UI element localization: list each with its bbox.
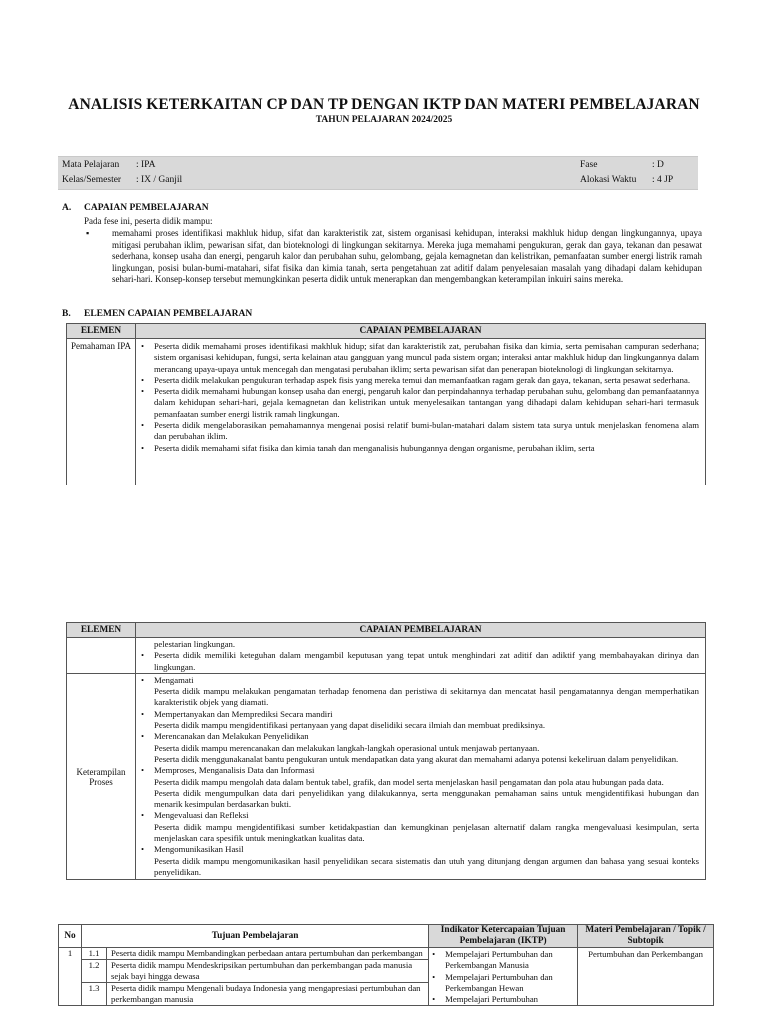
elemen-pemahaman: Pemahaman IPA [67, 339, 136, 486]
tp-no: 1 [59, 948, 82, 1006]
page-title: ANALISIS KETERKAITAN CP DAN TP DENGAN IKTP DAN MATERI PEMBELAJARAN [68, 96, 700, 113]
list-item: • Mempelajari Pertumbuhan [445, 994, 571, 1005]
keterampilan-list [136, 675, 705, 878]
section-a-letter: A. [62, 203, 72, 213]
pemahaman-list [136, 341, 705, 454]
col-elemen-header-2: ELEMEN [67, 623, 136, 638]
list-item: • Mempelajari Pertumbuhan dan Perkembangan Hewan [445, 972, 571, 995]
list-item: • Mengevaluasi dan Refleksi Peserta didik mampu mengidentifikasi sumber ketidakpastian dan kemungkinan penjelasan alternatif dalam rangka mengevaluasi kesimpulan, serta menjelaskan cara spesifik untuk meningkatkan kualitas data. [154, 810, 699, 844]
col-iktp-header: Indikator Ketercapaian Tujuan Pembelajaran (IKTP) [429, 925, 578, 948]
cp-table-page1 [66, 323, 706, 485]
tp-text: Peserta didik mampu Membandingkan perbedaan antara pertumbuhan dan perkembangan [107, 948, 429, 960]
fase-value: : D [652, 160, 664, 170]
col-materi-header: Materi Pembelajaran / Topik / Subtopik [578, 925, 714, 948]
elemen-keterampilan: Keterampilan Proses [67, 673, 136, 879]
mapel-value: : IPA [136, 160, 156, 170]
cp-table-page2 [66, 622, 706, 880]
cp-table-page2-wrap [66, 622, 706, 880]
section-a-title: CAPAIAN PEMBELAJARAN [84, 203, 209, 213]
list-item: • Peserta didik mengelaborasikan pemahamannya mengenai posisi relatif bumi-bulan-matahari dalam sistem tata surya untuk menjelaskan fenomena alam dan perubahan iklim. [154, 420, 699, 443]
list-item: • Memproses, Menganalisis Data dan Informasi Peserta didik mampu mengolah data dalam bentuk tabel, grafik, dan model serta menjelaskan hasil pengamatan dan pola atau hubungan pada data. Peserta didik mengumpulkan data dari penyelidikan yang dilakukannya, serta menggunakan pemahaman sains untuk mengidentifikasi hubungan dan menarik kesimpulan berdasarkan bukti. [154, 765, 699, 810]
section-a-bullet-mark: ▪ [86, 228, 90, 238]
tp-table [58, 924, 714, 1006]
tp-table-wrap [58, 924, 714, 1022]
section-a-bullet: memahami proses identifikasi makhluk hidup, sifat dan karakteristik zat, sistem organisasi kehidupan, interaksi makhluk hidup dengan lingkungannya, upaya mitigasi perubahan iklim, pewarisan sifat, dan bioteknologi di lingkungan sekitarnya. Mereka juga memahami pengukuran, gerak dan gaya, tekanan dan pesawat sederhana, konsep usaha dan energi, pengaruh kalor dan perubahan suhu, gelombang, gejala kemagnetan dan kelistrikan, pemanfaatan sumber energi listrik ramah lingkungan, posisi bulan-bumi-matahari, sifat fisika dan kimia tanah, serta pengetahuan zat aditif dalam penyelesaian masalah yang dihadapi dalam kehidupan sehari-hari. Konsep-konsep tersebut memungkinkan peserta didik untuk menerapkan dan mengembangkan keterampilan inkuiri sains mereka. [112, 228, 702, 284]
kelas-label: Kelas/Semester [62, 175, 122, 185]
tp-text: Peserta didik mampu Mendeskripsikan pertumbuhan dan perkembangan pada manusia sejak bayi hingga dewasa [107, 960, 429, 983]
cont-list [136, 650, 705, 673]
list-item: • Peserta didik memiliki keteguhan dalam mengambil keputusan yang tepat untuk menghindari zat aditif dan adiktif yang membahayakan dirinya dan lingkungan. [154, 650, 699, 673]
fase-label: Fase [580, 160, 598, 170]
mapel-label: Mata Pelajaran [62, 160, 120, 170]
iktp-list [429, 949, 577, 1005]
section-a-intro: Pada fese ini, peserta didik mampu: [84, 216, 213, 226]
section-b-letter: B. [62, 309, 71, 319]
info-bar [58, 156, 698, 190]
list-item: • Mempertanyakan dan Memprediksi Secara mandiri Peserta didik mampu mengidentifikasi pertanyaan yang dapat diselidiki secara ilmiah dan membuat prediksinya. [154, 709, 699, 732]
kelas-value: : IX / Ganjil [136, 175, 183, 185]
alokasi-value: : 4 JP [652, 175, 674, 185]
cont-text: pelestarian lingkungan. [154, 639, 236, 649]
col-elemen-header: ELEMEN [67, 324, 136, 339]
list-item: • Peserta didik memahami hubungan konsep usaha dan energi, pengaruh kalor dan perpindahannya terhadap perubahan suhu, gelombang dan pemanfaatannya dalam kehidupan sehari-hari, gejala kemagnetan dan kelistrikan untuk menyelesaikan tantangan yang dihadapi dalam kehidupan sehari-hari termasuk pemanfaatan sumber energi listrik ramah lingkungan. [154, 386, 699, 420]
cp-table-page1-wrap [66, 323, 706, 485]
col-no-header: No [59, 925, 82, 948]
list-item: • Merencanakan dan Melakukan Penyelidikan Peserta didik mampu merencanakan dan melakukan langkah-langkah operasional untuk menjawab pertanyaan. Peserta didik menggunakanalat bantu pengukuran untuk mendapatkan data yang akurat dan memahami adanya potensi kekeliruan dalam penyelidikan. [154, 731, 699, 765]
list-item: • Mengamati Peserta didik mampu melakukan pengamatan terhadap fenomena dan peristiwa di sekitarnya dan mencatat hasil pengamatannya dengan memperhatikan karakteristik objek yang diamati. [154, 675, 699, 709]
page-subtitle: TAHUN PELAJARAN 2024/2025 [315, 115, 453, 125]
col-cp-header: CAPAIAN PEMBELAJARAN [136, 324, 706, 339]
list-item: • Mengomunikasikan Hasil Peserta didik mampu mengomunikasikan hasil penyelidikan secara sistematis dan utuh yang ditunjang dengan argumen dan bahasa yang sesuai konteks penyelidikan. [154, 844, 699, 878]
tp-num: 1.1 [82, 948, 107, 960]
col-tp-header: Tujuan Pembelajaran [82, 925, 429, 948]
col-cp-header-2: CAPAIAN PEMBELAJARAN [136, 623, 706, 638]
list-item: • Peserta didik melakukan pengukuran terhadap aspek fisis yang mereka temui dan memanfaatkan ragam gerak dan gaya, tekanan, serta pesawat sederhana. [154, 375, 699, 386]
materi-cell: Pertumbuhan dan Perkembangan [578, 948, 714, 1006]
tp-num: 1.2 [82, 960, 107, 983]
section-b-title: ELEMEN CAPAIAN PEMBELAJARAN [84, 309, 253, 319]
alokasi-label: Alokasi Waktu [580, 175, 637, 185]
tp-num: 1.3 [82, 983, 107, 1006]
tp-text: Peserta didik mampu Mengenali budaya Indonesia yang mengapresiasi pertumbuhan dan perkembangan manusia [107, 983, 429, 1006]
list-item: • Peserta didik memahami proses identifikasi makhluk hidup; sifat dan karakteristik zat, perubahan fisika dan kimia, serta pemisahan campuran sederhana; sistem organisasi kehidupan, fungsi, serta kelainan atau gangguan yang muncul pada sistem organ; interaksi antar makhluk hidup dan lingkungannya dalam merancang upaya-upaya untuk mencegah dan mengatasi perubahan iklim; serta pewarisan sifat dan penerapan bioteknologi di lingkungan sekitarnya. [154, 341, 699, 375]
list-item: • Mempelajari Pertumbuhan dan Perkembangan Manusia [445, 949, 571, 972]
list-item: • Peserta didik memahami sifat fisika dan kimia tanah dan menganalisis hubungannya dengan organisme, perubahan iklim, serta [154, 443, 699, 454]
elemen-empty [67, 638, 136, 674]
